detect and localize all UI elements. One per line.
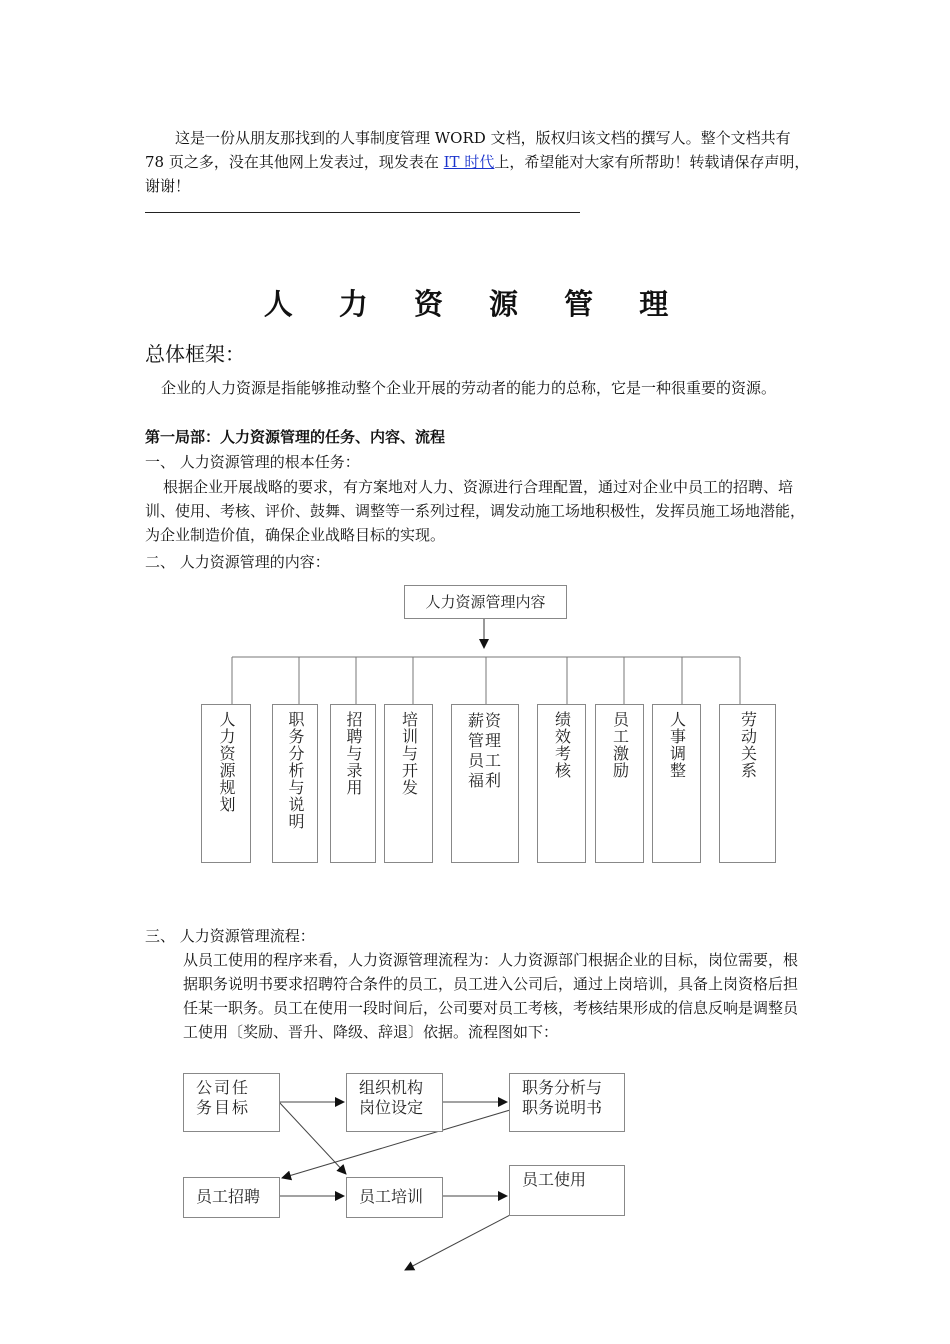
chart-item-label: 绩效考核: [552, 711, 572, 779]
page-title: 人 力 资 源 管 理: [263, 287, 687, 321]
chart-item-label: 人事调整: [667, 711, 687, 779]
it-era-link[interactable]: IT 时代: [443, 153, 495, 171]
flow-box-recruitment: 员工招聘: [183, 1177, 280, 1218]
chart-item-label: 培训与开发: [399, 711, 419, 796]
chart-item-label: 招聘与录用: [344, 711, 363, 796]
section1-body: 根据企业开展战略的要求，有方案地对人力、资源进行合理配置，通过对企业中员工的招聘、培训、使用、考核、评价、鼓舞、调整等一系列过程，调发动施工场地积极性，发挥员施工场地潜能，为企业制造价值，确保企业战略目标的实现。: [145, 478, 806, 544]
section2-heading: 二、 人力资源管理的内容：: [145, 553, 330, 571]
chart-item-label: 职务分析与说明: [286, 711, 305, 830]
chart-item-label: 劳动关系: [738, 711, 758, 779]
chart-item-labor-relations: [719, 704, 776, 863]
chart-item-label: 人力资源规划: [217, 711, 236, 813]
intro-text-before: 这是一份从朋友那找到的人事制度管理 WORD 文档，版权归该文档的撰写人。整个文档共有 78 页之多，没在其他网上发表过，现发表在: [145, 129, 791, 171]
chart-item-compensation: [451, 704, 519, 863]
section1-heading: 一、 人力资源管理的根本任务：: [145, 453, 360, 471]
section3-body: 从员工使用的程序来看，人力资源管理流程为：人力资源部门根据企业的目标，岗位需要，根据职务说明书要求招聘符合条件的员工，员工进入公司后，通过上岗培训，具备上岗资格后担任某一职务。员工在使用一段时间后，公司要对员工考核，考核结果形成的信息反响是调整员工使用〔奖励、晋升、降级、辞退〕依据。流程图如下：: [183, 951, 799, 1041]
flow-box-usage: 员工使用: [509, 1165, 625, 1216]
part1-heading: 第一局部：人力资源管理的任务、内容、流程: [145, 428, 446, 446]
chart-item-label: 薪资管理员工福利: [467, 711, 502, 790]
flow-box-job-analysis: 职务分析与职务说明书: [509, 1073, 625, 1132]
chart-item-recruitment: [330, 704, 376, 863]
section3-heading: 三、 人力资源管理流程：: [145, 927, 315, 945]
overview-heading: 总体框架：: [145, 342, 245, 366]
intro-text-after: 上，希望能对大家有所帮助！转载请保存声明，谢谢！: [145, 153, 810, 195]
chart-item-incentive: [595, 704, 644, 863]
definition-paragraph: 企业的人力资源是指能够推动整个企业开展的劳动者的能力的总称，它是一种很重要的资源。: [161, 379, 777, 397]
flow-box-training: 员工培训: [346, 1177, 443, 1218]
flow-box-org-structure: 组织机构岗位设定: [346, 1073, 443, 1132]
chart-root-box: 人力资源管理内容: [404, 585, 567, 619]
chart-item-label: 员工激励: [610, 711, 630, 779]
chart-item-planning: [201, 704, 251, 863]
flow-box-company-goal: 公司任务目标: [183, 1073, 280, 1132]
chart-item-training: [384, 704, 433, 863]
chart-item-job-analysis: [272, 704, 318, 863]
chart-item-adjustment: [652, 704, 701, 863]
chart-item-performance: [537, 704, 586, 863]
